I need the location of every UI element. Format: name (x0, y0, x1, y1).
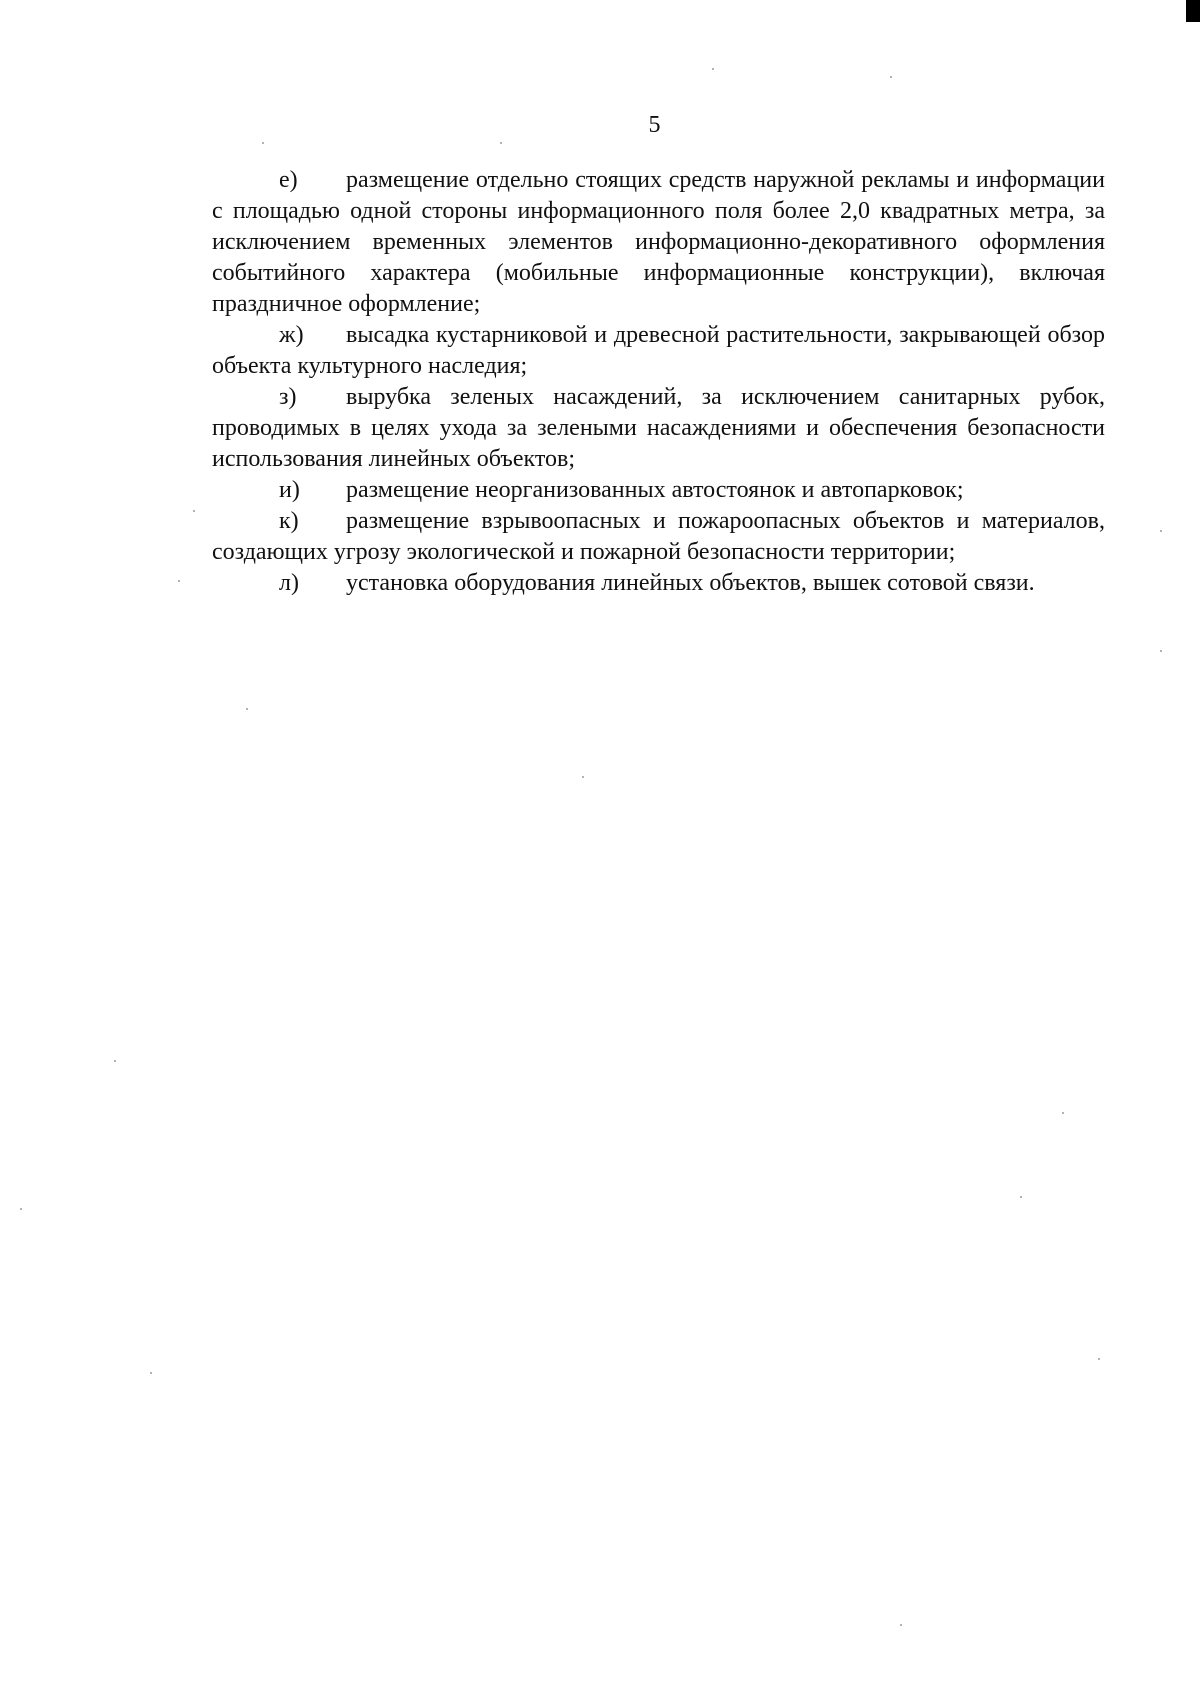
scan-speck (114, 1060, 116, 1062)
list-item-i (212, 475, 1105, 506)
list-item-e (212, 165, 1105, 320)
scan-speck (582, 776, 584, 778)
scan-speck (890, 76, 892, 78)
scan-speck (246, 708, 248, 710)
scan-speck (1160, 530, 1162, 532)
scan-speck (193, 510, 195, 512)
scan-speck (262, 142, 264, 144)
scan-speck (1160, 650, 1162, 652)
page-number: 5 (648, 112, 661, 138)
list-item-text: вырубка зеленых насаждений, за исключением санитарных рубок, проводимых в целях ухода за зелеными насаждениями и обеспечения безопасности использования линейных объектов; (212, 384, 1105, 472)
list-marker: л) (279, 570, 299, 596)
list-marker: з) (279, 384, 297, 410)
list-item-text: размещение неорганизованных автостоянок и автопарковок; (346, 477, 964, 503)
scan-speck (1098, 1358, 1100, 1360)
list-item-z (212, 382, 1105, 475)
scan-speck (20, 1208, 22, 1210)
document-body (212, 165, 1105, 599)
list-item-l (212, 568, 1105, 599)
list-marker: к) (279, 508, 299, 534)
scan-speck (900, 1624, 902, 1626)
list-item-zh (212, 320, 1105, 382)
list-item-text: размещение взрывоопасных и пожароопасных объектов и материалов, создающих угрозу экологической и пожарной безопасности территории; (212, 508, 1105, 565)
list-marker: ж) (279, 322, 304, 348)
scan-speck (178, 580, 180, 582)
scan-speck (150, 1372, 152, 1374)
list-item-text: установка оборудования линейных объектов, вышек сотовой связи. (346, 570, 1035, 596)
scan-speck (1020, 1196, 1022, 1198)
list-item-text: размещение отдельно стоящих средств наружной рекламы и информации с площадью одной стороны информационного поля более 2,0 квадратных метра, за исключением временных элементов информационно-декоративного оформления событийного характера (мобильные информационные конструкции), включая праздничное оформление; (212, 167, 1105, 317)
scan-speck (712, 68, 714, 70)
list-item-text: высадка кустарниковой и древесной растительности, закрывающей обзор объекта культурного наследия; (212, 322, 1105, 379)
scan-speck (500, 142, 502, 144)
scan-speck (1062, 1112, 1064, 1114)
list-marker: е) (279, 167, 298, 193)
list-item-k (212, 506, 1105, 568)
scan-edge-mark (1186, 0, 1200, 22)
list-marker: и) (279, 477, 300, 503)
